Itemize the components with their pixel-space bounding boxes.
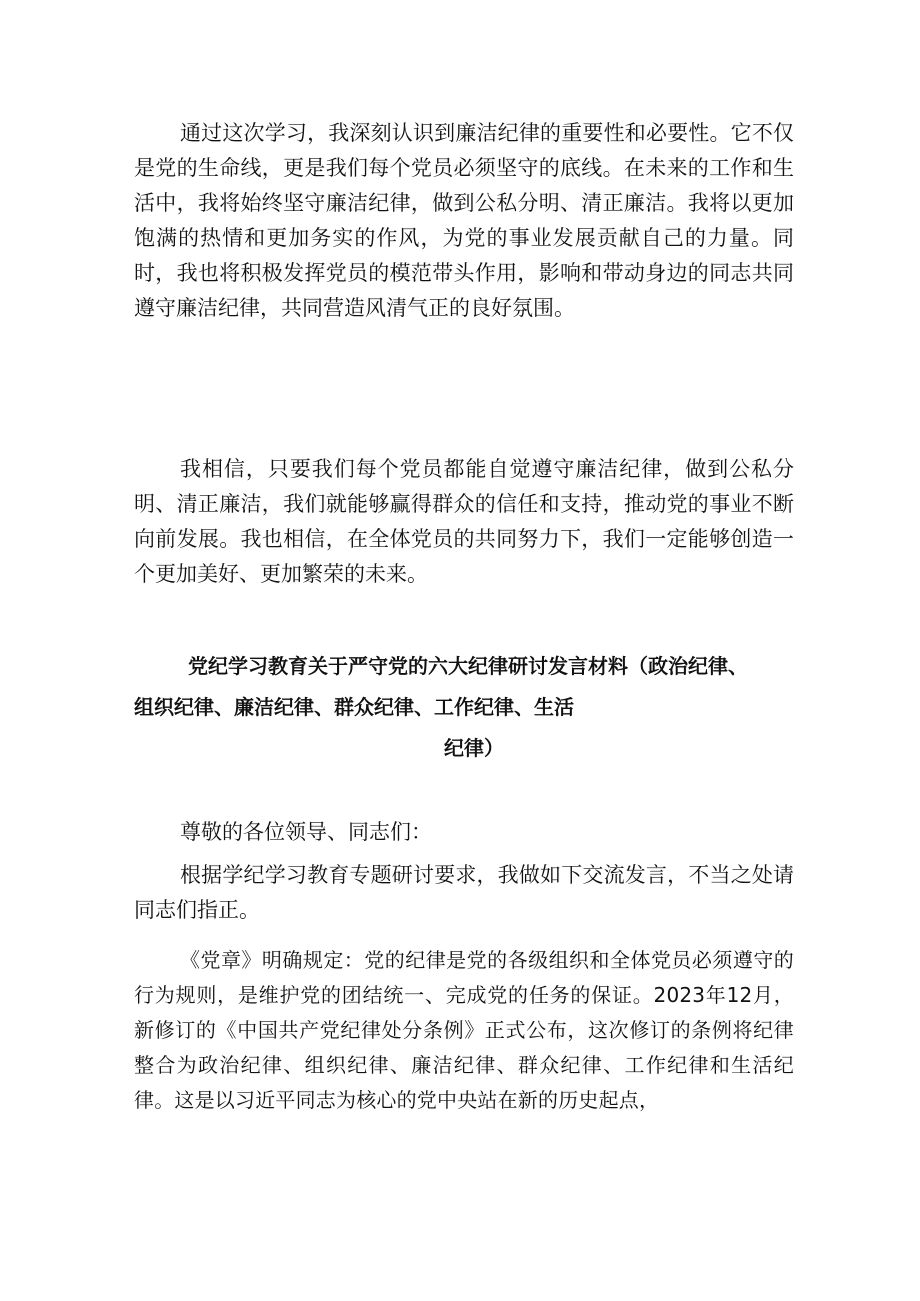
paragraph-party-constitution: 《党章》明确规定：党的纪律是党的各级组织和全体党员必须遵守的行为规则，是维护党的团结统一、完成党的任务的保证。2023年12月，新修订的《中国共产党纪律处分条例》正式公布，这次修订的条例将纪律整合为政治纪律、组织纪律、廉洁纪律、群众纪律、工作纪律和生活纪律。这是以习近平同志为核心的党中央站在新的历史起点，: [134, 948, 794, 1112]
title-line-2: 组织纪律、廉洁纪律、群众纪律、工作纪律、生活: [134, 695, 574, 719]
salutation: 尊敬的各位领导、同志们：: [180, 820, 432, 844]
document-title: [134, 646, 794, 769]
title-line-1: 党纪学习教育关于严守党的六大纪律研讨发言材料（政治纪律、: [188, 654, 748, 678]
paragraph-integrity-study: 通过这次学习，我深刻认识到廉洁纪律的重要性和必要性。它不仅是党的生命线，更是我们每个党员必须坚守的底线。在未来的工作和生活中，我将始终坚守廉洁纪律，做到公私分明、清正廉洁。我将以更加饱满的热情和更加务实的作风，为党的事业发展贡献自己的力量。同时，我也将积极发挥党员的模范带头作用，影响和带动身边的同志共同遵守廉洁纪律，共同营造风清气正的良好氛围。: [134, 121, 794, 320]
paragraph-belief: 我相信，只要我们每个党员都能自觉遵守廉洁纪律，做到公私分明、清正廉洁，我们就能够赢得群众的信任和支持，推动党的事业不断向前发展。我也相信，在全体党员的共同努力下，我们一定能够创造一个更加美好、更加繁荣的未来。: [134, 457, 794, 586]
paragraph-intro: 根据学纪学习教育专题研讨要求，我做如下交流发言，不当之处请同志们指正。: [134, 863, 794, 922]
title-line-3: 纪律）: [444, 736, 504, 760]
